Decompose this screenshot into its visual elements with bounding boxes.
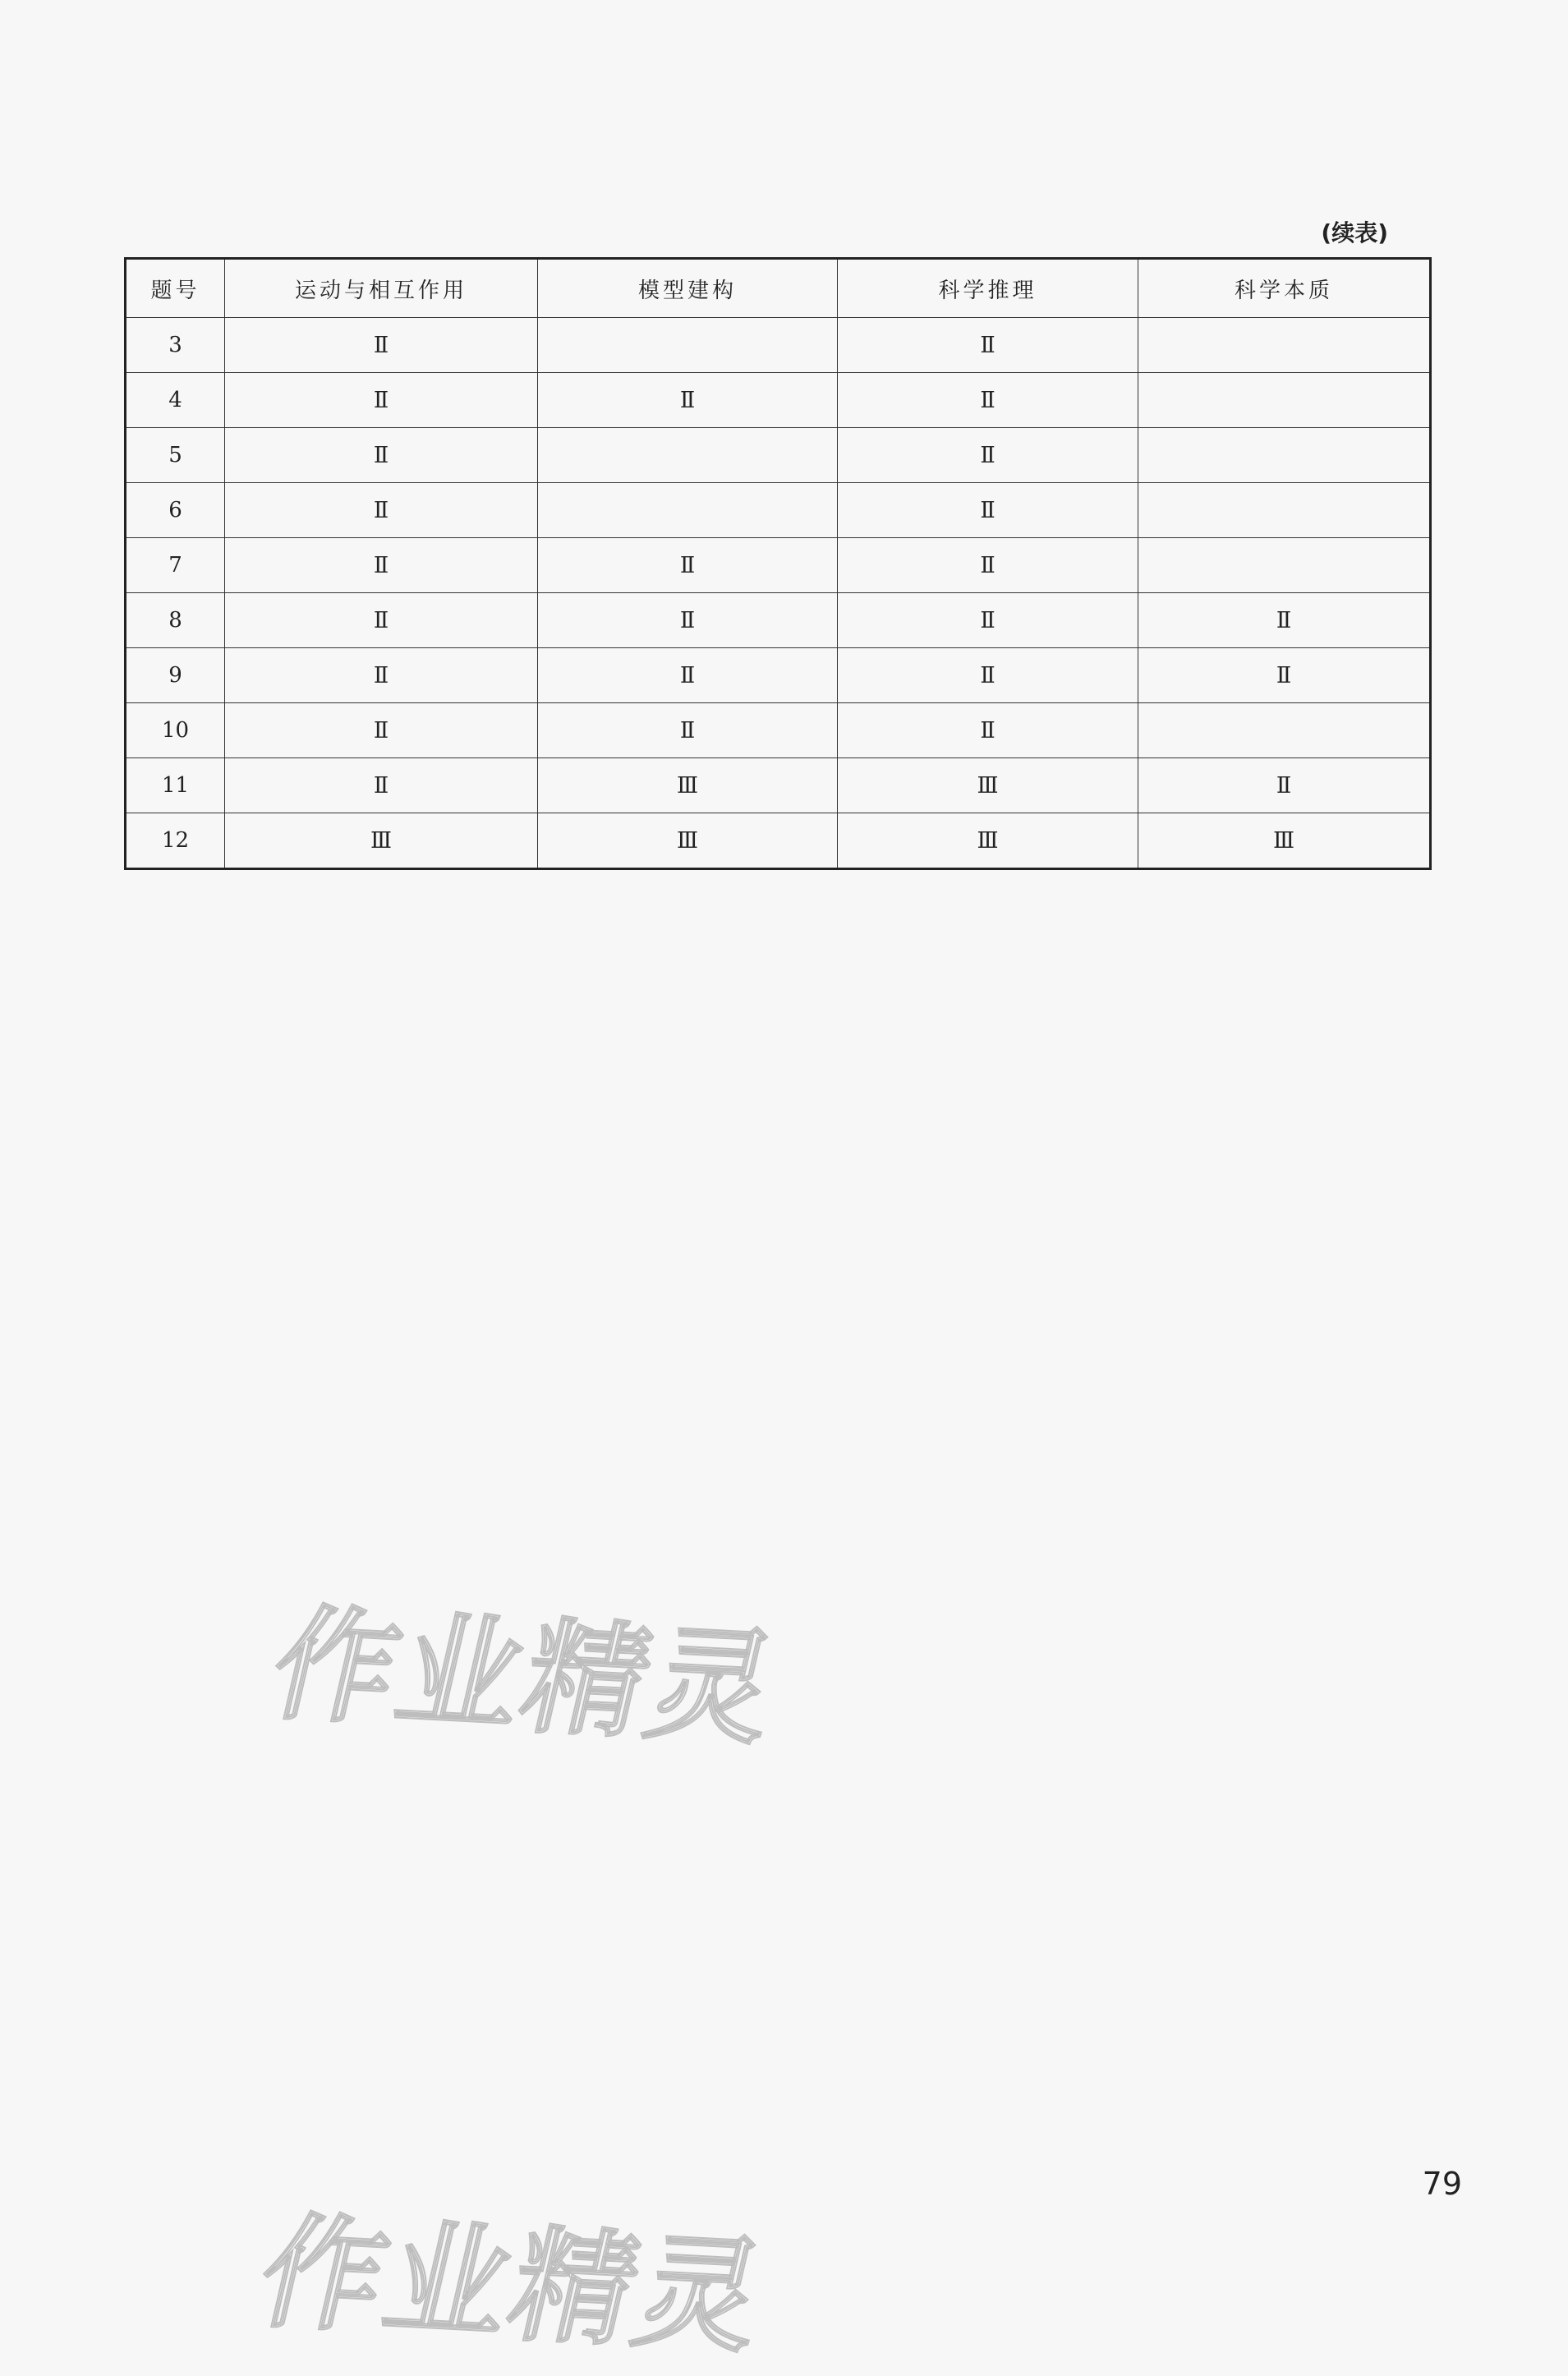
cell-scientific-reasoning: Ⅱ: [838, 538, 1138, 593]
table-row: [126, 703, 1431, 758]
page-number: 79: [1422, 2166, 1462, 2202]
cell-model-construction: Ⅲ: [538, 813, 838, 869]
literacy-level-table: [124, 257, 1432, 870]
cell-nature-of-science: [1138, 538, 1431, 593]
cell-scientific-reasoning: Ⅱ: [838, 428, 1138, 483]
cell-motion-interaction: Ⅱ: [225, 373, 538, 428]
cell-motion-interaction: Ⅱ: [225, 648, 538, 703]
cell-scientific-reasoning: Ⅲ: [838, 758, 1138, 813]
cell-model-construction: Ⅱ: [538, 373, 838, 428]
cell-nature-of-science: Ⅱ: [1138, 593, 1431, 648]
cell-nature-of-science: Ⅱ: [1138, 648, 1431, 703]
cell-scientific-reasoning: Ⅱ: [838, 703, 1138, 758]
cell-question-number: 9: [126, 648, 225, 703]
cell-model-construction: [538, 318, 838, 373]
cell-model-construction: Ⅲ: [538, 758, 838, 813]
header-nature-of-science: 科学本质: [1138, 259, 1431, 318]
cell-question-number: 8: [126, 593, 225, 648]
cell-question-number: 12: [126, 813, 225, 869]
cell-motion-interaction: Ⅱ: [225, 428, 538, 483]
cell-motion-interaction: Ⅱ: [225, 703, 538, 758]
header-question-number: 题号: [126, 259, 225, 318]
table-row: [126, 648, 1431, 703]
cell-nature-of-science: Ⅲ: [1138, 813, 1431, 869]
cell-question-number: 6: [126, 483, 225, 538]
watermark-text: 作业精灵: [259, 1592, 793, 1762]
table-row: [126, 758, 1431, 813]
header-model-construction: 模型建构: [538, 259, 838, 318]
cell-nature-of-science: [1138, 428, 1431, 483]
header-motion-interaction: 运动与相互作用: [225, 259, 538, 318]
cell-scientific-reasoning: Ⅱ: [838, 318, 1138, 373]
cell-nature-of-science: [1138, 373, 1431, 428]
table-row: [126, 593, 1431, 648]
cell-motion-interaction: Ⅲ: [225, 813, 538, 869]
cell-scientific-reasoning: Ⅱ: [838, 483, 1138, 538]
header-scientific-reasoning: 科学推理: [838, 259, 1138, 318]
table-row: [126, 483, 1431, 538]
cell-question-number: 11: [126, 758, 225, 813]
cell-model-construction: Ⅱ: [538, 703, 838, 758]
cell-question-number: 7: [126, 538, 225, 593]
cell-model-construction: Ⅱ: [538, 648, 838, 703]
watermark-text: 作业精灵: [246, 2200, 780, 2370]
cell-question-number: 3: [126, 318, 225, 373]
cell-motion-interaction: Ⅱ: [225, 483, 538, 538]
table-header-row: [126, 259, 1431, 318]
cell-question-number: 5: [126, 428, 225, 483]
table-row: [126, 318, 1431, 373]
cell-scientific-reasoning: Ⅱ: [838, 373, 1138, 428]
cell-motion-interaction: Ⅱ: [225, 758, 538, 813]
cell-nature-of-science: [1138, 703, 1431, 758]
cell-question-number: 10: [126, 703, 225, 758]
cell-scientific-reasoning: Ⅱ: [838, 593, 1138, 648]
table-row: [126, 373, 1431, 428]
table-row: [126, 428, 1431, 483]
table-continued-label: (续表): [1321, 219, 1388, 246]
cell-scientific-reasoning: Ⅱ: [838, 648, 1138, 703]
cell-nature-of-science: Ⅱ: [1138, 758, 1431, 813]
cell-nature-of-science: [1138, 483, 1431, 538]
cell-nature-of-science: [1138, 318, 1431, 373]
cell-model-construction: [538, 428, 838, 483]
cell-question-number: 4: [126, 373, 225, 428]
cell-motion-interaction: Ⅱ: [225, 318, 538, 373]
cell-motion-interaction: Ⅱ: [225, 593, 538, 648]
table-body: [126, 318, 1431, 869]
cell-model-construction: [538, 483, 838, 538]
table-row: [126, 813, 1431, 869]
cell-model-construction: Ⅱ: [538, 538, 838, 593]
table-row: [126, 538, 1431, 593]
cell-motion-interaction: Ⅱ: [225, 538, 538, 593]
table-container: [124, 257, 1429, 870]
cell-scientific-reasoning: Ⅲ: [838, 813, 1138, 869]
cell-model-construction: Ⅱ: [538, 593, 838, 648]
